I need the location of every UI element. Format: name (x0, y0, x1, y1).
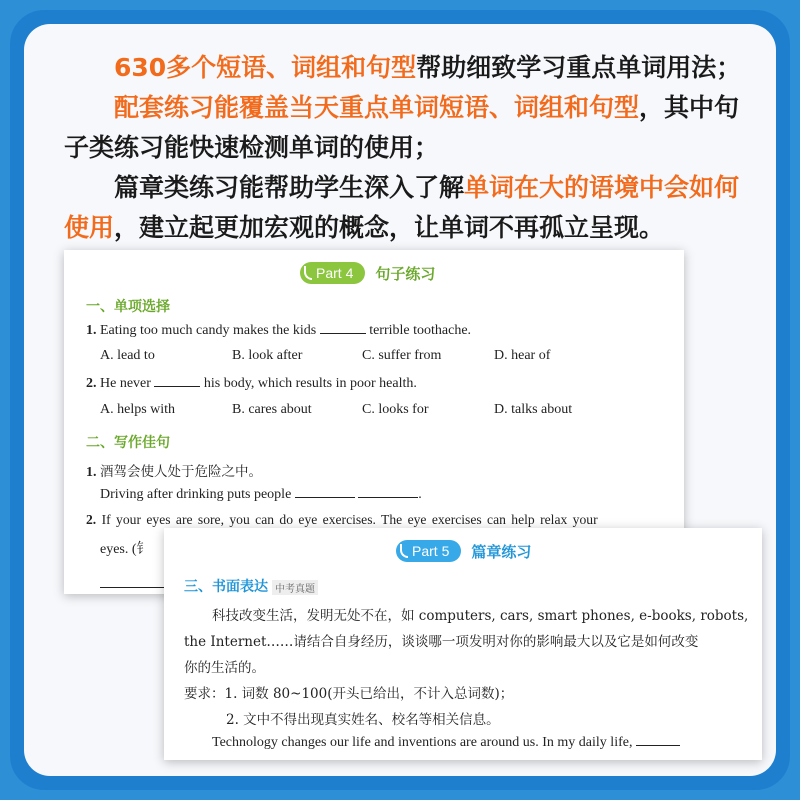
passage-practice-card (164, 528, 762, 760)
requirement-1: 要求：1. 词数 80~100(开头已给出，不计入总词数)； (184, 686, 514, 702)
writing-2-text: If your eyes are sore, you can do eye exercises. The eye exercises can help relax your (101, 512, 598, 527)
q2-option-a: A. helps with (100, 402, 176, 417)
intro-highlight-2: 配套练习能覆盖当天重点单词短语、词组和句型 (114, 93, 640, 122)
page-panel (24, 24, 776, 776)
q1-option-a: A. lead to (100, 348, 155, 363)
intro-line-2 (64, 88, 764, 128)
q2-option-d: D. talks about (494, 402, 573, 417)
section-writing-expression-label: 三、书面表达 (184, 579, 268, 595)
writing-2 (86, 512, 662, 528)
section-writing-expression (184, 576, 318, 596)
writing-1-en (100, 486, 422, 503)
section-writing-sentences: 二、写作佳句 (86, 435, 170, 451)
intro-line-5 (64, 208, 764, 248)
outer-frame (10, 10, 790, 790)
intro-highlight-1: 630多个短语、词组和句型 (114, 53, 417, 82)
answer-blank (154, 375, 200, 387)
answer-blank (358, 486, 418, 498)
part4-header (300, 262, 435, 284)
exam-tag: 中考真题 (272, 580, 318, 595)
question-1-text-b: terrible toothache. (369, 323, 472, 338)
essay-start (212, 734, 680, 751)
intro-text-4: 篇章类练习能帮助学生深入了解 (114, 173, 465, 202)
intro-line-1 (64, 48, 764, 88)
question-2-text-a: He never (100, 376, 151, 391)
writing-1-chinese: 酒驾会使人处于危险之中。 (100, 464, 262, 480)
essay-start-text: Technology changes our life and inventions are around us. In my daily life, (212, 735, 633, 750)
question-1 (86, 322, 471, 339)
q1-option-d: D. hear of (494, 348, 551, 363)
q1-option-c: C. suffer from (362, 348, 442, 363)
prompt-line-2: the Internet……请结合自身经历，谈谈哪一项发明对你的影响最大以及它是如何改变 (184, 634, 699, 650)
part4-badge (300, 262, 365, 284)
part5-header (396, 540, 531, 562)
q2-option-b: B. cares about (232, 402, 312, 417)
part5-badge-label: Part 5 (412, 543, 450, 559)
intro-text-1: 帮助细致学习重点单词用法； (416, 53, 742, 82)
intro-text (64, 48, 764, 248)
part5-title: 篇章练习 (471, 542, 532, 561)
writing-1-end: . (418, 487, 422, 502)
question-1-number: 1. (86, 323, 97, 338)
question-2-number: 2. (86, 376, 97, 391)
intro-line-4 (64, 168, 764, 208)
question-1-text-a: Eating too much candy makes the kids (100, 323, 317, 338)
q2-option-c: C. looks for (362, 402, 429, 417)
section-single-choice: 一、单项选择 (86, 299, 170, 315)
intro-highlight-5: 使用 (64, 213, 115, 242)
q1-option-b: B. look after (232, 348, 303, 363)
part5-badge (396, 540, 461, 562)
writing-1-number: 1. (86, 465, 97, 480)
arrow-icon (304, 266, 312, 280)
writing-2-number: 2. (86, 512, 97, 527)
part4-badge-label: Part 4 (316, 265, 354, 281)
writing-1-zh (86, 460, 262, 481)
answer-blank (636, 734, 680, 746)
answer-blank (320, 322, 366, 334)
part4-title: 句子练习 (375, 264, 436, 283)
prompt-line-3: 你的生活的。 (184, 660, 265, 676)
intro-line-3: 子类练习能快速检测单词的使用； (64, 133, 440, 162)
intro-text-5: ，建立起更加宏观的概念，让单词不再孤立呈现。 (114, 213, 665, 242)
arrow-icon (400, 544, 408, 558)
prompt-line-1: 科技改变生活，发明无处不在，如 computers, cars, smart phones, e-books, robots, (212, 608, 749, 624)
writing-2-continued: eyes. (钅 (100, 542, 151, 557)
answer-blank (295, 486, 355, 498)
question-2 (86, 375, 417, 392)
requirement-2: 2. 文中不得出现真实姓名、校名等相关信息。 (226, 712, 500, 728)
intro-text-2: ，其中句 (639, 93, 740, 122)
question-2-text-b: his body, which results in poor health. (203, 376, 417, 391)
writing-1-english: Driving after drinking puts people (100, 487, 292, 502)
intro-highlight-4: 单词在大的语境中会如何 (464, 173, 740, 202)
